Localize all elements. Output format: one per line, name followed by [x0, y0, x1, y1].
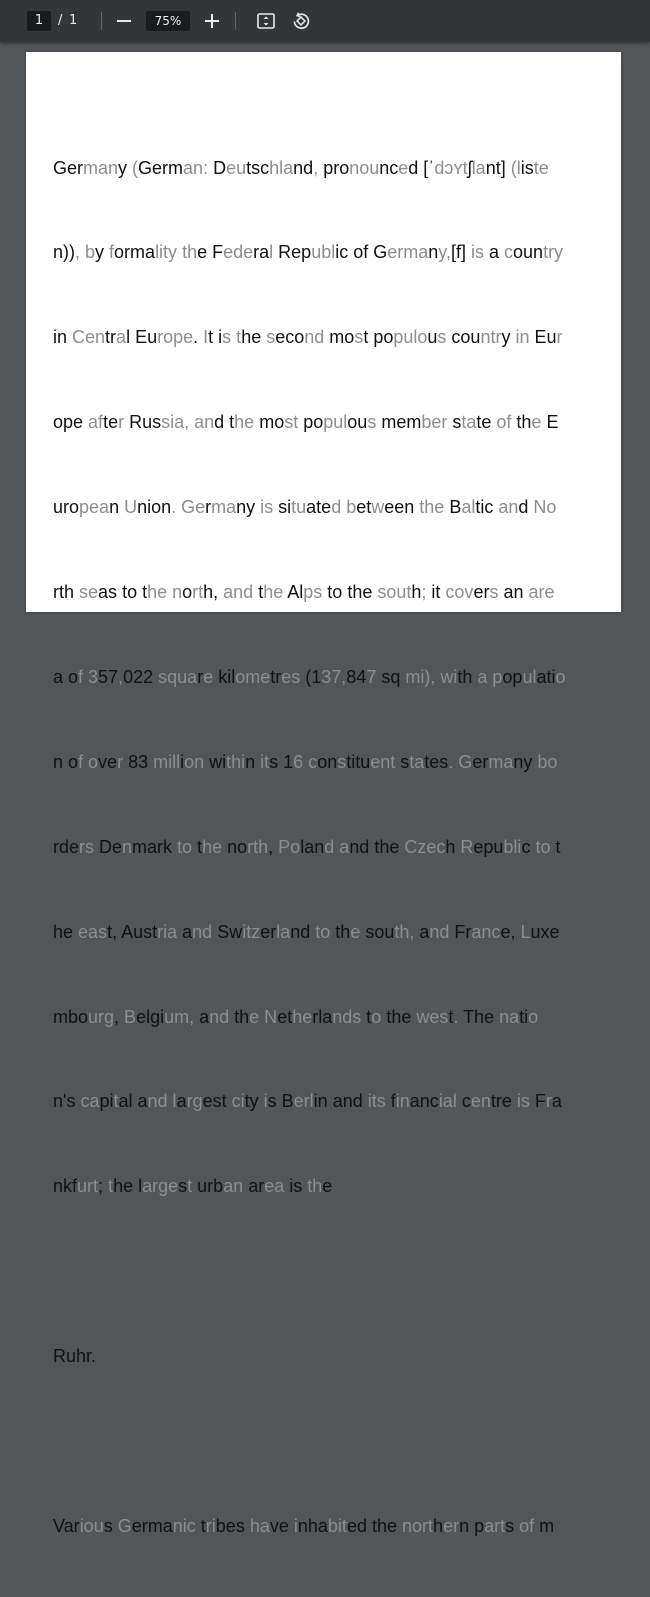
page-text: [53, 97, 598, 1597]
text-line: n of over 83 million within its 16 constituent states. Germany bo: [53, 751, 558, 772]
paragraph-gap: [53, 1257, 598, 1285]
text-line: ope after Russia, and the most populous member state of the E: [53, 412, 559, 433]
zoom-level-input[interactable]: [146, 11, 190, 31]
pdf-page: [26, 52, 621, 1536]
rotate-button[interactable]: [289, 9, 313, 33]
text-line: nkfurt; the largest urban area is the: [53, 1176, 333, 1197]
text-line: rders Denmark to the north, Poland and the Czech Republic to t: [53, 836, 561, 857]
text-line: uropean Union. Germany is situated between the Baltic and No: [53, 497, 557, 518]
text-line: in Central Europe. It is the second most populous country in Eur: [53, 327, 563, 348]
text-line: Germany (German: Deutschland, pronounced [ˈdɔʏtʃlant] (liste: [53, 157, 549, 178]
plus-icon: [205, 14, 219, 28]
zoom-in-button[interactable]: [200, 9, 224, 33]
text-line: a of 357,022 square kilometres (137,847 sq mi), with a populatio: [53, 666, 566, 687]
page-number-input[interactable]: [27, 11, 51, 31]
pdf-toolbar: [0, 0, 650, 42]
text-line: rth seas to the north, and the Alps to the south; it covers an are: [53, 582, 555, 603]
minus-icon: [117, 14, 131, 28]
toolbar-divider: [101, 12, 102, 30]
paragraph-ruhr: Ruhr.: [53, 1346, 97, 1367]
page-separator: /: [58, 13, 63, 28]
zoom-out-button[interactable]: [112, 9, 136, 33]
page-total: 1: [69, 13, 78, 28]
text-line: n)), by formality the Federal Republic of Germany,[f] is a country: [53, 242, 564, 263]
toolbar-divider: [235, 12, 236, 30]
text-line: mbourg, Belgium, and the Netherlands to the west. The natio: [53, 1006, 539, 1027]
fit-to-page-icon: [257, 13, 275, 29]
rotate-icon: [292, 12, 310, 30]
text-line: Various Germanic tribes have inhabited the northern parts of m: [53, 1515, 555, 1536]
text-line: n's capital and largest city is Berlin and its financial centre is Fra: [53, 1091, 562, 1112]
text-line: he east, Austria and Switzerland to the south, and France, Luxe: [53, 921, 560, 942]
fit-to-page-button[interactable]: [254, 9, 278, 33]
paragraph-gap: [53, 1427, 598, 1455]
